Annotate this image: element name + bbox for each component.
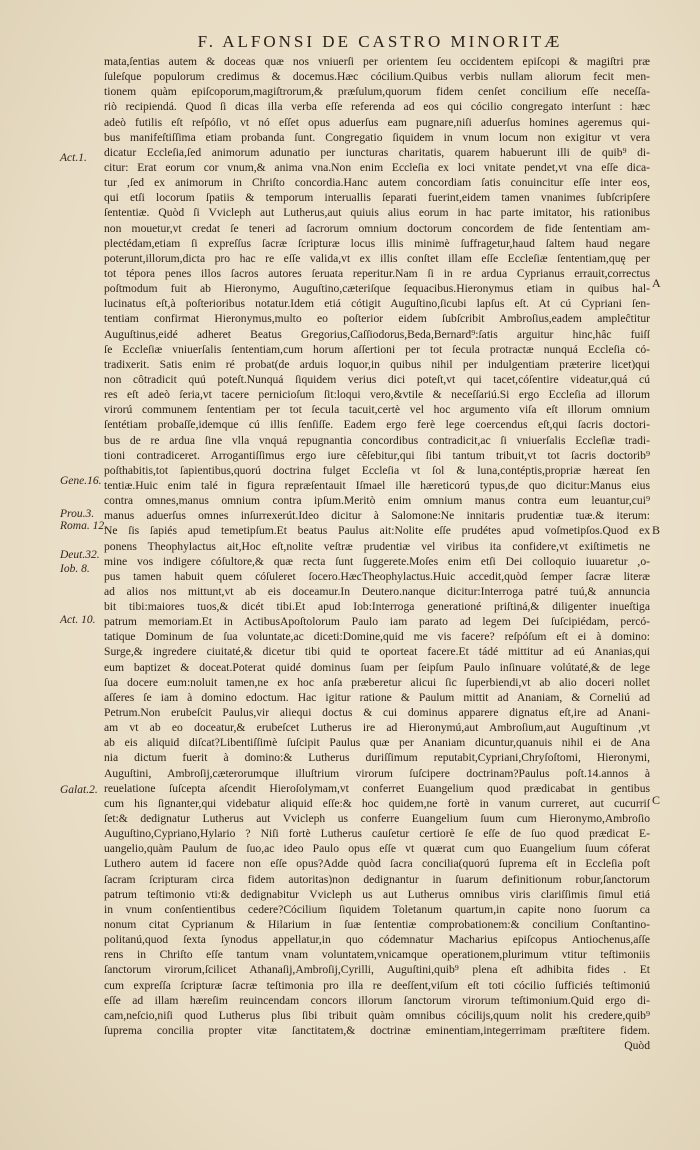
text-line: ad alios nos mittunt,vt ab eis doceamur.In Deutero.nanque dicitur:Interroga patré tuú,& annuncia bbox=[104, 584, 650, 598]
text-line: reuelatione ſuſcepta aſcendit Hieroſolymam,vt conferret Euangelium quod prædicabat in gentibus bbox=[104, 781, 650, 795]
text-line: Surge,& ingredere ciuitaté,& dicetur tibi quid te oporteat facere.Et tádé mittitur ad eú Ananias,qui bbox=[104, 645, 650, 659]
text-line: rens in Chriſto eſſe tantum vnam voluntatem,vnicamque operationem,plurimum vtitur teſtimoniis bbox=[104, 948, 650, 962]
marginal-reference: Gene.16. bbox=[60, 475, 102, 487]
text-line: eſſe ad illam hæreſim reuincendam concors illorum ſanctorum virorum teſtimonium.Quid ergo di- bbox=[104, 993, 650, 1007]
marginal-reference: Galat.2. bbox=[60, 784, 98, 796]
text-line: cum expreſſa ſcripturæ ſacræ teſtimonia pro illa re deeſſent,viſum eſt toti cócilio ſufficiés teſtimoniú bbox=[104, 978, 650, 992]
text-line: lucinatus eſt,à poſterioribus notatur.Idem etiá cótigit Auguſtino,ſicubi lapſus eſt. At cú Cypriani ſen- bbox=[104, 297, 650, 311]
text-line: qui etſi locorum ſpatiis & temporum interuallis ſeparati fuerint,eidem tamen vnanimes ſubſcripſere bbox=[104, 191, 650, 205]
text-line: ſua docere eum:noluit tamen,ne ex hoc anſa præberetur alicui ſic ſuperbiendi,vt ab alio doceri nollet bbox=[104, 675, 650, 689]
text-line: ab eis aliquid diſcat?Libentiſſimè ſuſcipit Paulus quæ per Ananiam dicuntur,quanuis nihil ei de Ana bbox=[104, 736, 650, 750]
text-line: tur ,ſed ex animorum in Chriſto concordia.Hanc autem concordiam ſatis conuincitur eſſe inter eos, bbox=[104, 176, 650, 190]
text-line: Auguſtino,Cypriano,Hylario ? Niſi fortè Lutherus cauſetur certiorè ſe eſſe de ſuo quod prædicat E- bbox=[104, 827, 650, 841]
text-line: ſentétiam probaſſe,idemque cú illis ſenſiſſe. Eadem ergo ferè lege coercendus eſt,qui ſacris doctori- bbox=[104, 418, 650, 432]
marginal-reference: Prou.3. bbox=[60, 508, 95, 520]
text-line: mine vos indigere cóſultore,& quæ recta ſunt ſuggerete.Moſes enim etſi Dei colloquio iuuaretur ,o- bbox=[104, 554, 650, 568]
text-line: Auguſtinus,eidé adheret Beatus Gregorius,Caſſiodorus,Beda,Bernard⁹:ſatis arguitur hinc,hâc fuiſſ bbox=[104, 327, 650, 341]
text-line: bus de re ardua ſine vlla vnquá repugnantia concordibus contradicit,ac ſi vniuerſalis Eccleſiæ tradi- bbox=[104, 433, 650, 447]
text-line: pus tamen habuit quem cóſuleret ſocero.HæcTheophylactus.Huic accedit,quòd ſemper ſacræ literæ bbox=[104, 569, 650, 583]
text-line: plectédam,etiam ſi expreſſus ſacræ ſcripturæ locus illis minimè ſuffragetur,haud ſaltem haud negare bbox=[104, 236, 650, 250]
text-line: nonum citat Cyprianum & Hilarium in ſuæ ſententiæ comprobationem:& concilium Conſtantino- bbox=[104, 918, 650, 932]
marginal-reference: Act.1. bbox=[60, 152, 87, 164]
section-letter: B bbox=[652, 523, 661, 537]
text-line: non côtradicit quú poteſt.Nunquá ſiquidem verius dici poteſt,vt qui tacet,cóſentire videatur,quá cú bbox=[104, 372, 650, 386]
text-line: tentiæ.Huic enim talé in figura repræſentauit Iſmael ille hæreticorú typus,de quo dicitur:Manus eius bbox=[104, 478, 650, 492]
text-line: ſuleſque populorum credimus & docemus.Hæc cócilium.Quibus verbis nullam aliorum fecit men- bbox=[104, 70, 650, 84]
text-line: dicatur Eccleſia,ſed animorum adunatio per iuncturas charitatis, quarem habuerunt illi de quib⁹ di- bbox=[104, 145, 650, 159]
text-line: poſthabitis,tot ſapientibus,quorú doctrina fulget Eccleſia vt ſol & luna,contéptis,propriæ hæreat ſen bbox=[104, 463, 650, 477]
text-line: nia dictum fuerit à domino:& Lutherus duriſſimum reputabit,Cypriani,Chryſoſtomi, Hieronymi, bbox=[104, 751, 650, 765]
running-header: F. ALFONSI DE CASTRO MINORITÆ bbox=[197, 32, 563, 51]
text-line: politanú,quod ſexta ſynodus appellatur,in quo códemnatur Macharius epiſcopus Antiochenus,aſſe bbox=[104, 933, 650, 947]
text-line: eum baptizet & doceat.Poterat quidé dominus ſuam per ſeipſum Paulo inſinuare volútaté,& de lege bbox=[104, 660, 650, 674]
text-line: cam,neſcio,niſi quod Lutherus plus ſibi tribuit quàm omnibus cócilijs,quum nolit his credere,quib⁹ bbox=[104, 1008, 650, 1022]
text-line: Ne ſis ſapiés apud temetipſum.Et beatus Paulus ait:Nolite eſſe prudétes apud voſmetipſos.Quod ex bbox=[104, 524, 650, 538]
text-line: citur: Erat eorum cor vnum,& anima vna.Non enim Eccleſia ex loci vnitate pendet,vt vna eſſe dica- bbox=[104, 160, 650, 174]
marginal-reference: Roma. 12. bbox=[60, 520, 107, 532]
text-line: poterunt,illorum,dicta pro hac re eſſe valida,vt ex illis conſtet illam eſſe Eccleſiæ ſententiam,quę per bbox=[104, 251, 650, 265]
text-line: bit tibi:maiores tuos,& dicét tibi.Et apud Iob:Interroga generationé priſtiná,& diligenter inueſtiga bbox=[104, 600, 650, 614]
text-line: am vt ab eo doceatur,& erubeſcet Lutherus ire ad Hieronymú,aut Ambroſium,aut Auguſtinum ,vt bbox=[104, 721, 650, 735]
catchword: Quòd bbox=[624, 1039, 650, 1053]
text-line: ſacram ſcripturam circa fidem autoritas)non dedignantur in ſuarum definitionum robur,ſanctorum bbox=[104, 872, 650, 886]
text-line: ſe Eccleſiæ vniuerſalis ſententiam,cum horum aſſertioni per tot ſecula protractæ nunquá Eccleſia có- bbox=[104, 342, 650, 356]
text-line: virorú communem ſententiam per tot ſecula tacuit,certè vel hoc argumento viſa eſt illorum omnium bbox=[104, 403, 650, 417]
text-line: ſuprema concilia propter vitæ ſanctitatem,& doctrinæ eminentiam,integerrimam præſtitere fidem. bbox=[104, 1024, 650, 1037]
text-line: tatique Dominum de ſua voluntate,ac diceti:Domine,quid me vis facere? reſpóſum eſt ei à domino: bbox=[104, 630, 650, 644]
marginal-reference: Deut.32. bbox=[60, 549, 100, 561]
text-line: ſententiæ. Quòd ſi Vvicleph aut Lutherus,aut quiuis alius eorum in hac parte imitator, his rationibus bbox=[104, 206, 650, 220]
text-line: ſanctorum virorum,ſcilicet Athanaſij,Ambroſij,Cyrilli, Auguſtini,quib⁹ plena eſt adhibita fides . Et bbox=[104, 963, 650, 977]
section-letter: A bbox=[652, 276, 661, 290]
text-line: riò recipiendá. Quod ſi dicas illa verba eſſe referenda ad eos qui cócilio congregato interſunt : hæc bbox=[104, 100, 650, 114]
text-line: in vnum conſentientibus cedere?Cócilium ſiquidem Toletanum quartum,in capite nono ſuorum ca bbox=[104, 902, 650, 916]
text-line: mata,ſentias autem & doceas quæ nos vniuerſi per orientem ſeu occidentem epiſcopi & magiſtri præ bbox=[104, 55, 650, 68]
text-line: tot tépora penes illos ſacros autores ſeruata reperitur.Nam ſi in re ardua Cyprianus errauit,correctus bbox=[104, 266, 650, 280]
text-line: aſſeres ſe iam à domino edoctum. Hac igitur ratione & Paulum mittit ad Ananiam, & Corneliú ad bbox=[104, 690, 650, 704]
text-line: contra omnes,manus omnium contra ipſum.Meritò enim omnium manus contra eum leuantur,cui⁹ bbox=[104, 494, 650, 508]
text-line: tioni contradiceret. Arrogantiſſimus ergo iure cêſebitur,qui ſibi tantum tribuit,vt tot ſacris doctorib⁹ bbox=[104, 448, 650, 462]
section-letter: C bbox=[652, 793, 661, 807]
text-line: ſet:& dedignatur Lutherus aut Vvicleph us conferre Euangelium ſuum cum Hieronymo,Ambroſio bbox=[104, 812, 650, 826]
text-line: Luthero autem id facere non eſſe opus?Adde quòd ſacra concilia(quorú ſuprema eſt in Eccleſia poſt bbox=[104, 857, 650, 871]
text-line: tentiam confirmat Hieronymus,multo eo poſterior eidem ſubſcribit Ambroſius,eadem ampleĉtitur bbox=[104, 312, 650, 326]
text-line: uangelio,quàm Paulum de ſuo,ac ideo Paulo opus eſſe vt quærat cum quo Euangelium ſuum cóferat bbox=[104, 842, 650, 856]
text-line: patrum teſtimonio vti:& dedignabitur Vvicleph us aut Lutherus omnibus viris clariſſimis ſimul etiá bbox=[104, 887, 650, 901]
text-line: res eſt adeò ſeria,vt tacere pernicioſum ſit:loqui vero,&vtile & neceſſariú.Si ergo Eccleſia ad illorum bbox=[104, 388, 650, 402]
marginal-reference: Act. 10. bbox=[60, 614, 96, 626]
text-line: Petrum.Non erubeſcit Paulus,vir aliequi doctus & cui dominus apparere dignatus eſt,ire ad Anani- bbox=[104, 706, 650, 720]
marginal-reference: Iob. 8. bbox=[60, 563, 90, 575]
text-line: bus manifeſtiſſima etiam probanda ſunt. Congregatio ſiquidem in vnum locum non exigitur vt vera bbox=[104, 130, 650, 144]
body-text bbox=[104, 54, 650, 1053]
text-line: poſtmodum fuit ab Hieronymo, Auguſtino,cæteriſque ſequacibus.Hieronymus etiam in quibus hal- bbox=[104, 282, 650, 296]
text-line: ponens Theophylactus ait,Hoc eſt,nolite veſtræ prudentiæ vel viribus ita confidere,vt exiſtimetis ne bbox=[104, 539, 650, 553]
text-line: cum his ſignanter,qui videbatur aliquid eſſe:& hoc quidem,ne fortè in vanum curreret, aut cucurriſ bbox=[104, 796, 650, 810]
text-line: tradixerit. Satis enim ré probat(de arduis loquor,in quibus nihil per indulgentiam præterire licet)qui bbox=[104, 357, 650, 371]
text-line: non mouetur,vt credat ſe teneri ad ſacrorum omnium doctorum concordem de fide ſententiam am- bbox=[104, 221, 650, 235]
text-line: adeò futilis eſt reſpóſio, vt nó eſſet opus aduerſus eam pugnare,niſi aduerſus homines ageremus qui- bbox=[104, 115, 650, 129]
text-line: Auguſtini, Ambroſij,cæterorumque illuſtrium virorum ſuſcipere doctrinam?Paulus poſt.14.annos à bbox=[104, 766, 650, 780]
text-line: manus aduerſus omnes inſurrexerút.Ideo dicitur à Salomone:Ne innitaris prudentiæ tuæ.& iterum: bbox=[104, 509, 650, 523]
text-line: patrum memoriam.Et in ActibusApoſtolorum Paulo iam parato ad legem Dei ſuſcipiédam, percó- bbox=[104, 615, 650, 629]
text-line: tionem quàm epiſcoporum,magiſtrorum,& præſulum,quorum fidem cenſet concilium eſſe neceſſa- bbox=[104, 85, 650, 99]
